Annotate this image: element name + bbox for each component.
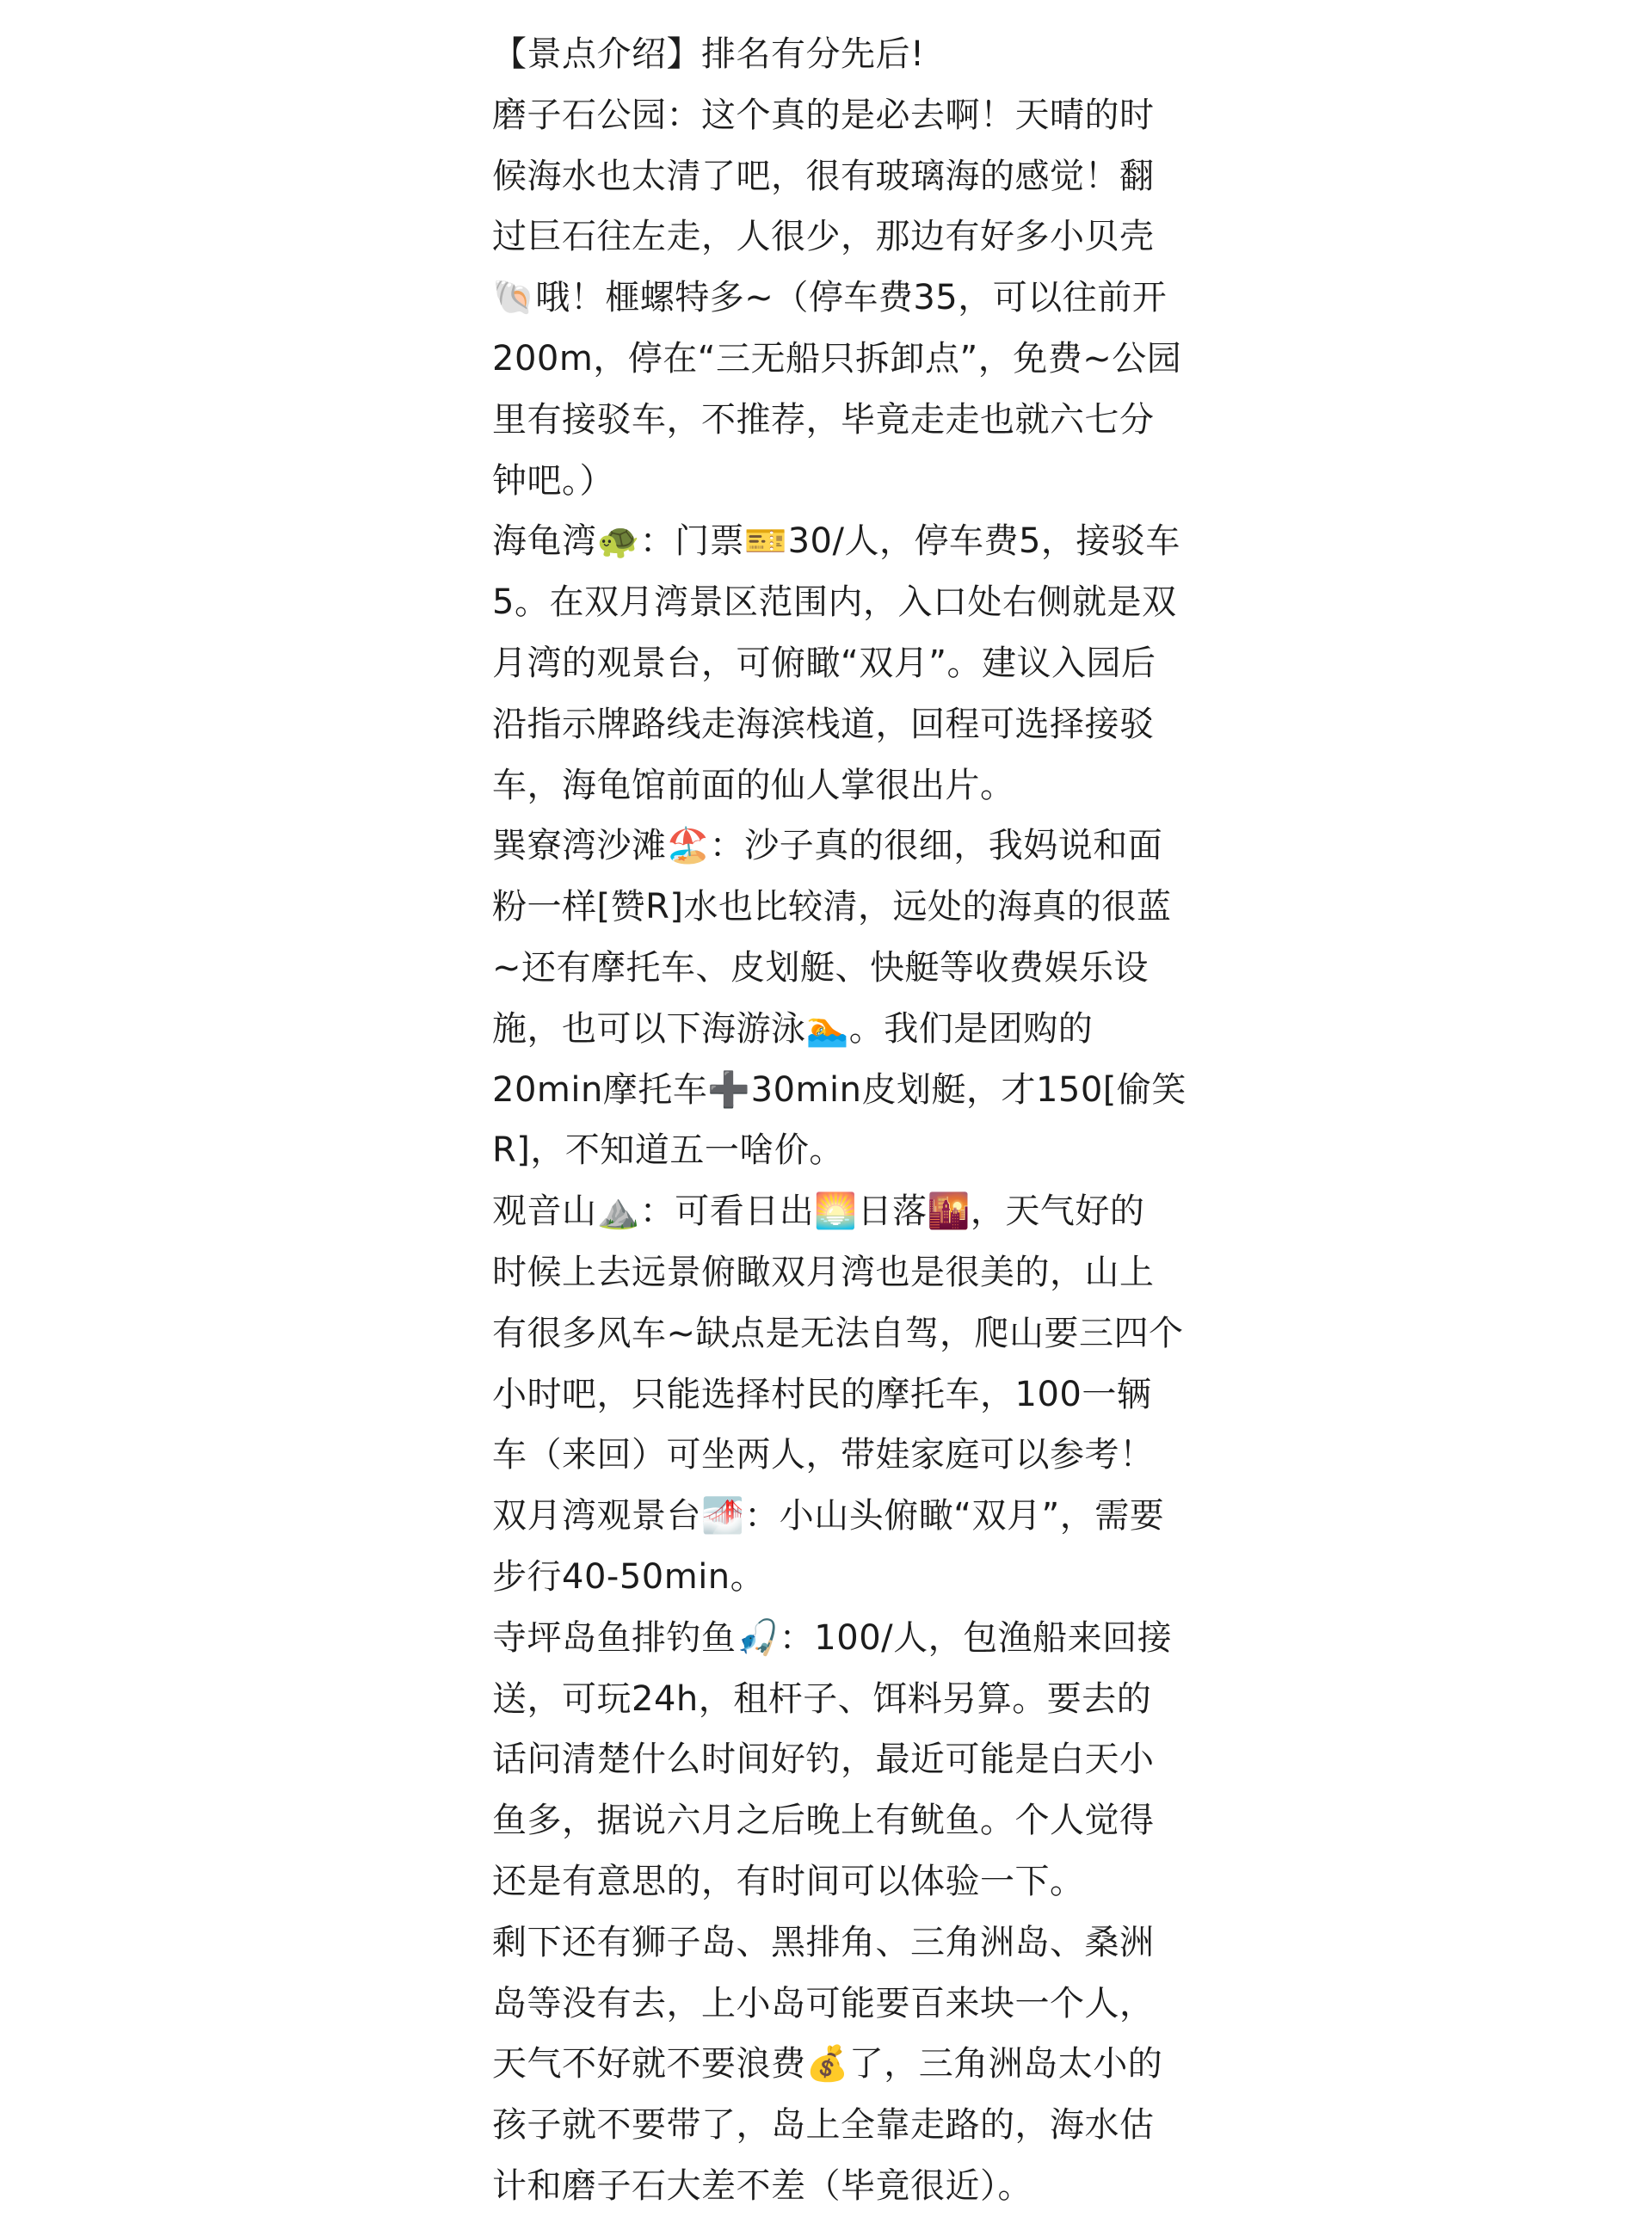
text-line: 20min摩托车➕30min皮划艇，才150[偷笑: [492, 1069, 1187, 1110]
text-line: 步行40-50min。: [492, 1556, 766, 1597]
text-line: 观音山⛰️：可看日出🌅日落🌇，天气好的: [492, 1192, 1145, 1232]
text-line: 车，海龟馆前面的仙人掌很出片。: [492, 765, 1015, 805]
text-line: 200m，停在“三无船只拆卸点”，免费~公园: [492, 338, 1182, 379]
text-line: 双月湾观景台🌁：小山头俯瞰“双月”，需要: [492, 1496, 1165, 1537]
text-line: 海龟湾🐢：门票🎫30/人，停车费5，接驳车: [492, 521, 1180, 562]
text-line: 巽寮湾沙滩🏖️：沙子真的很细，我妈说和面: [492, 826, 1163, 866]
text-line: 5。在双月湾景区范围内，入口处右侧就是双: [492, 582, 1177, 623]
text-line: 月湾的观景台，可俯瞰“双月”。建议入园后: [492, 643, 1156, 683]
text-line: 还是有意思的，有时间可以体验一下。: [492, 1861, 1085, 1901]
text-line: 过巨石往左走，人很少，那边有好多小贝壳: [492, 217, 1155, 257]
text-line: 岛等没有去，上小岛可能要百来块一个人，: [492, 1983, 1155, 2023]
text-line: 【景点介绍】排名有分先后!: [492, 34, 925, 74]
text-line: 钟吧。）: [492, 460, 614, 501]
text-line: 🐚哦！榧螺特多~（停车费35，可以往前开: [492, 278, 1168, 318]
text-line: 寺坪岛鱼排钓鱼🎣：100/人，包渔船来回接: [492, 1617, 1173, 1658]
text-line: 计和磨子石大差不差（毕竟很近）。: [492, 2165, 1032, 2206]
article-body: [492, 24, 1232, 2217]
text-line: 话问清楚什么时间好钓，最近可能是白天小: [492, 1740, 1155, 1780]
text-line: 时候上去远景俯瞰双月湾也是很美的，山上: [492, 1252, 1155, 1292]
text-line: 有很多风车~缺点是无法自驾，爬山要三四个: [492, 1313, 1184, 1353]
text-line: 候海水也太清了吧，很有玻璃海的感觉！翻: [492, 156, 1155, 196]
text-line: R]，不知道五一啥价。: [492, 1130, 844, 1171]
text-line: 磨子石公园：这个真的是必去啊！天晴的时: [492, 95, 1155, 135]
text-line: 天气不好就不要浪费💰了，三角洲岛太小的: [492, 2044, 1163, 2085]
text-line: 里有接驳车，不推荐，毕竟走走也就六七分: [492, 399, 1155, 440]
text-line: 小时吧，只能选择村民的摩托车，100一辆: [492, 1374, 1152, 1414]
text-line: 鱼多，据说六月之后晚上有鱿鱼。个人觉得: [492, 1801, 1155, 1841]
text-line: 施，也可以下海游泳🏊。我们是团购的: [492, 1008, 1094, 1049]
text-line: 送，可玩24h，租杆子、饵料另算。要去的: [492, 1678, 1152, 1719]
text-line: ~还有摩托车、皮划艇、快艇等收费娱乐设: [492, 947, 1150, 988]
text-line: 粉一样[赞R]水也比较清，远处的海真的很蓝: [492, 887, 1172, 927]
text-line: 车（来回）可坐两人，带娃家庭可以参考！: [492, 1435, 1155, 1475]
text-line: 剩下还有狮子岛、黑排角、三角洲岛、桑洲: [492, 1922, 1155, 1962]
text-line: 沿指示牌路线走海滨栈道，回程可选择接驳: [492, 704, 1155, 744]
text-line: 孩子就不要带了，岛上全靠走路的，海水估: [492, 2105, 1155, 2146]
